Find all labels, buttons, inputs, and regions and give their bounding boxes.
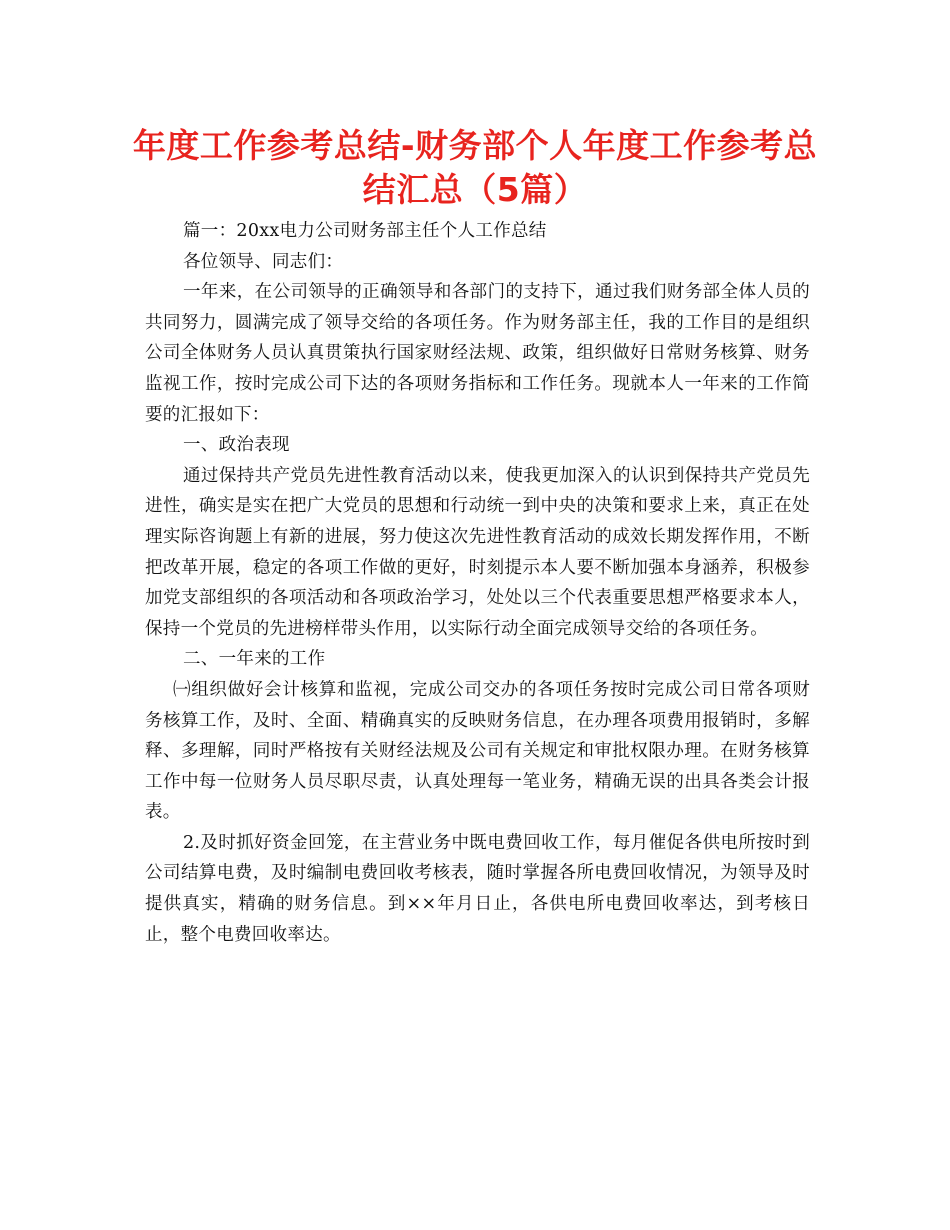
section-heading-work: 二、一年来的工作: [183, 649, 326, 670]
work-item-2-paragraph: 2.及时抓好资金回笼，在主营业务中既电费回收工作，每月催促各供电所按时到公司结算电费，及时编制电费回收考核表，随时掌握各所电费回收情况，为领导及时提供真实，精确的财务信息。到××年月日止，各供电所电费回收率达，到考核日止，整个电费回收率达。: [145, 832, 810, 945]
section-heading-political: 一、政治表现: [183, 435, 290, 456]
intro-paragraph: 一年来，在公司领导的正确领导和各部门的支持下，通过我们财务部全体人员的共同努力，圆满完成了领导交给的各项任务。作为财务部主任，我的工作目的是组织公司全体财务人员认真贯策执行国家财经法规、政策，组织做好日常财务核算、财务监视工作，按时完成公司下达的各项财务指标和工作任务。现就本人一年来的工作简要的汇报如下：: [145, 282, 810, 425]
salutation: 各位领导、同志们：: [183, 251, 344, 272]
document-title-line-1: 年度工作参考总结-财务部个人年度工作参考总: [132, 126, 818, 165]
section-heading-part-one: 篇一：20xx电力公司财务部主任个人工作总结: [183, 221, 547, 241]
political-paragraph: 通过保持共产党员先进性教育活动以来，使我更加深入的认识到保持共产党员先进性，确实是实在把广大党员的思想和行动统一到中央的决策和要求上来，真正在处理实际咨询题上有新的进展，努力使这次先进性教育活动的成效长期发挥作用，不断把改革开展，稳定的各项工作做的更好，时刻提示本人要不断加强本身涵养，积极参加党支部组织的各项活动和各项政治学习，处处以三个代表重要思想严格要求本人，保持一个党员的先进榜样带头作用，以实际行动全面完成领导交给的各项任务。: [145, 465, 810, 639]
document-body: [145, 216, 810, 950]
document-title-line-2: 结汇总（5篇）: [362, 170, 588, 209]
work-item-1-paragraph: ㈠组织做好会计核算和监视，完成公司交办的各项任务按时完成公司日常各项财务核算工作，及时、全面、精确真实的反映财务信息，在办理各项费用报销时，多解释、多理解，同时严格按有关财经法规及公司有关规定和审批权限办理。在财务核算工作中每一位财务人员尽职尽责，认真处理每一笔业务，精确无误的出具各类会计报表。: [145, 679, 810, 823]
